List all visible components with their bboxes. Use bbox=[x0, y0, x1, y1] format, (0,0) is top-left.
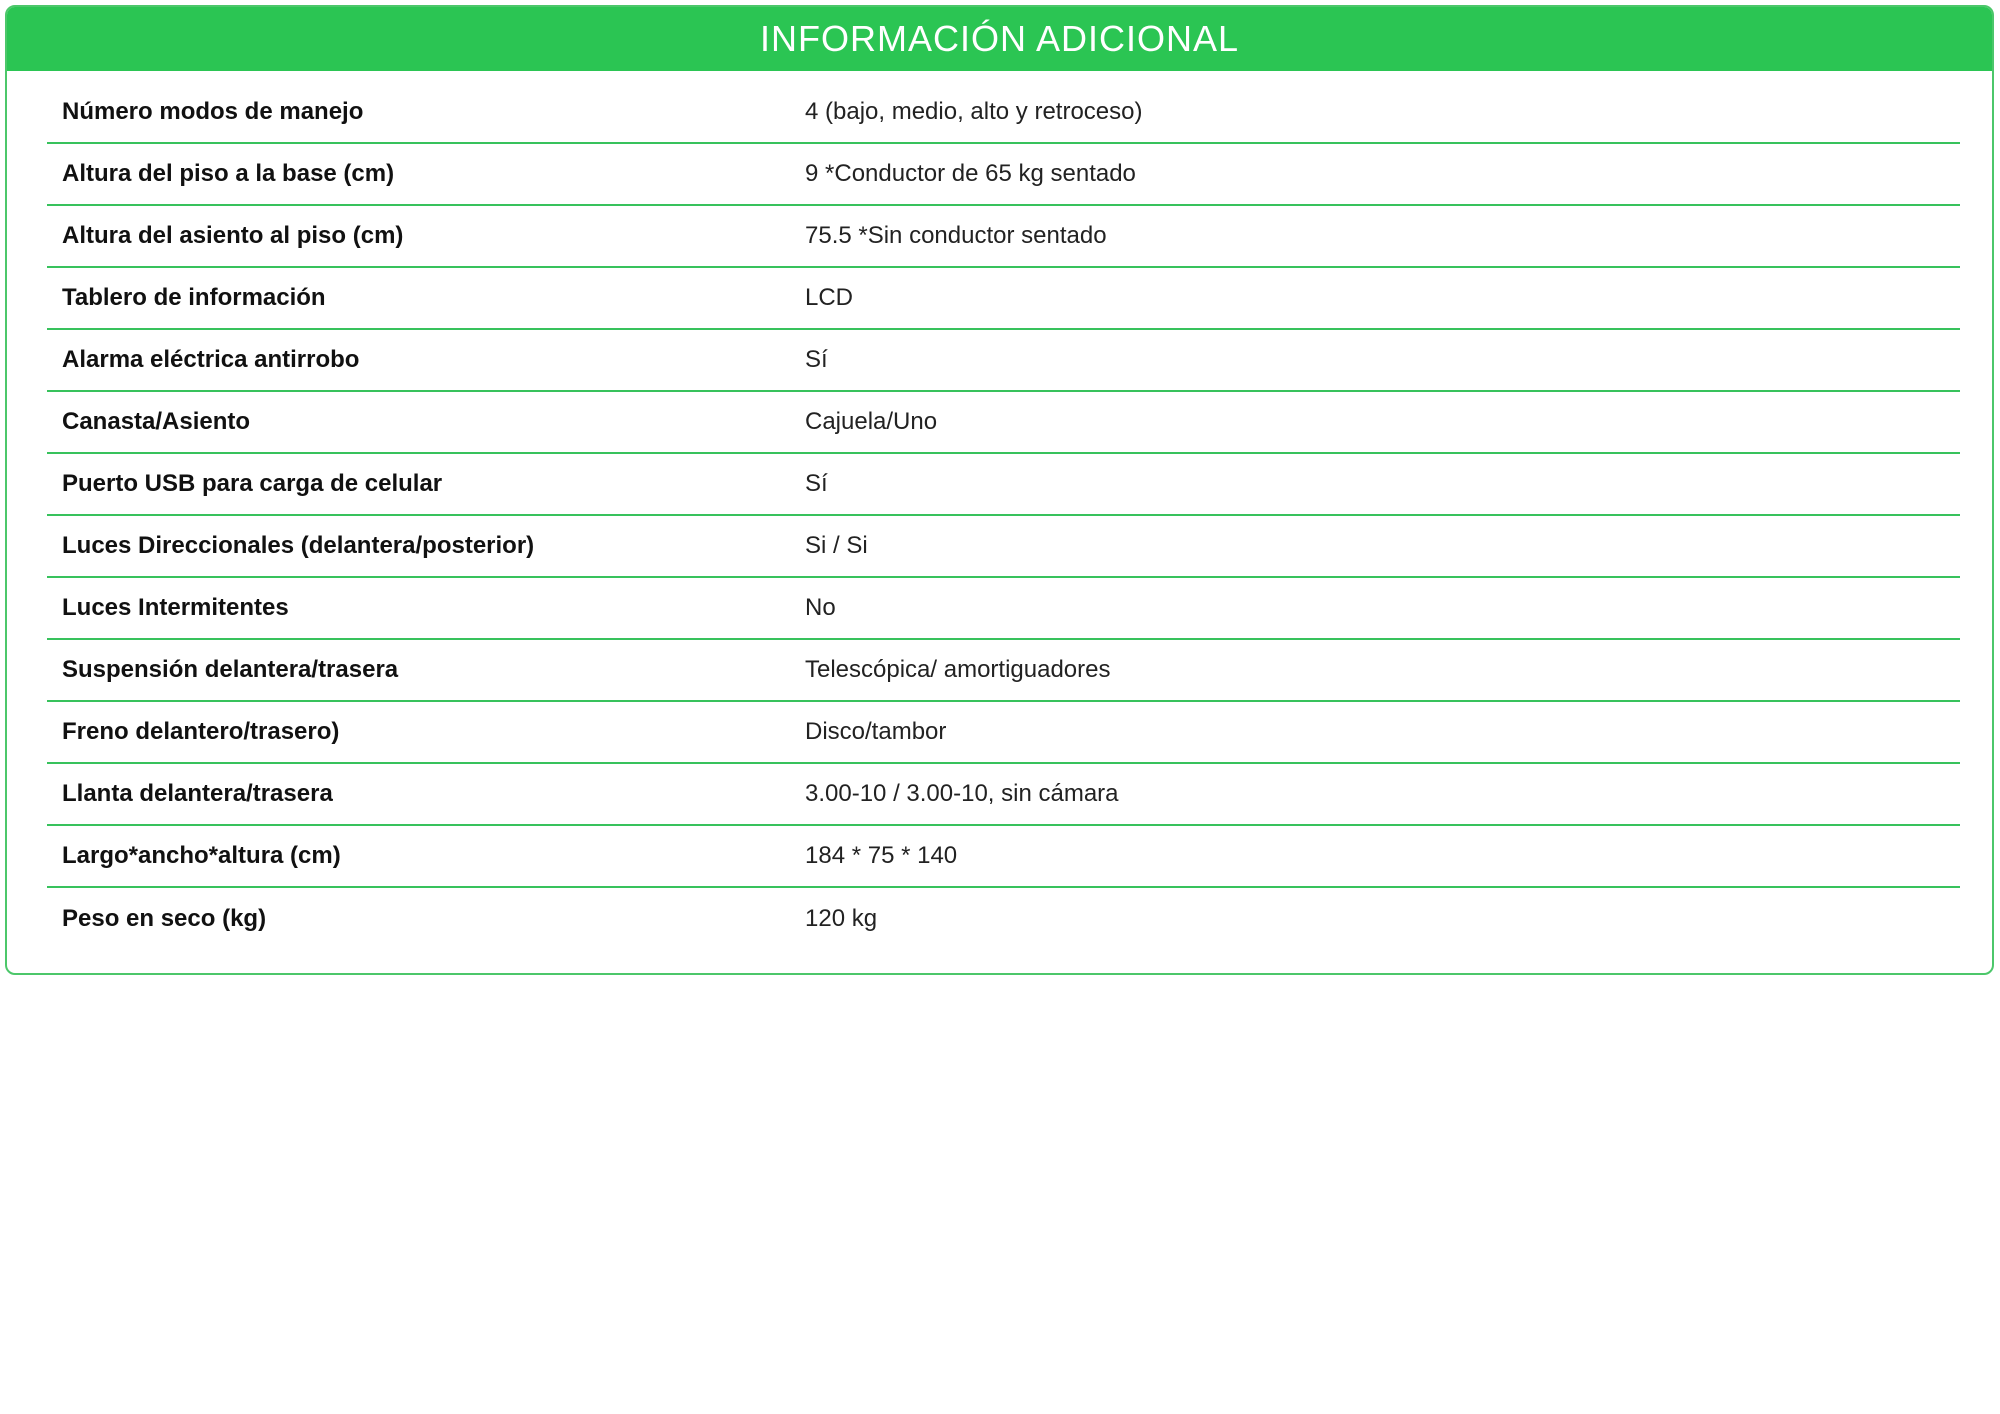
spec-row bbox=[47, 206, 1960, 268]
spec-value: 120 kg bbox=[805, 905, 878, 932]
spec-value: 3.00-10 / 3.00-10, sin cámara bbox=[805, 780, 1119, 807]
spec-title: INFORMACIÓN ADICIONAL bbox=[759, 18, 1240, 59]
spec-row bbox=[47, 516, 1960, 578]
spec-row bbox=[47, 330, 1960, 392]
spec-row bbox=[47, 268, 1960, 330]
spec-value: Disco/tambor bbox=[805, 718, 947, 745]
spec-header bbox=[7, 7, 1992, 71]
spec-row bbox=[47, 640, 1960, 702]
spec-label: Suspensión delantera/trasera bbox=[62, 656, 399, 683]
spec-label: Largo*ancho*altura (cm) bbox=[62, 842, 341, 869]
spec-row bbox=[47, 888, 1960, 950]
spec-label: Altura del piso a la base (cm) bbox=[62, 160, 395, 187]
spec-value: 75.5 *Sin conductor sentado bbox=[805, 222, 1107, 249]
spec-label: Llanta delantera/trasera bbox=[62, 780, 333, 807]
spec-label: Luces Direccionales (delantera/posterior) bbox=[62, 532, 535, 559]
spec-label: Puerto USB para carga de celular bbox=[62, 470, 443, 497]
spec-row bbox=[47, 702, 1960, 764]
spec-label: Número modos de manejo bbox=[62, 98, 364, 125]
spec-label: Freno delantero/trasero) bbox=[62, 718, 340, 745]
spec-label: Altura del asiento al piso (cm) bbox=[62, 222, 404, 249]
spec-table bbox=[47, 82, 1960, 950]
spec-row bbox=[47, 392, 1960, 454]
spec-row bbox=[47, 578, 1960, 640]
spec-label: Luces Intermitentes bbox=[62, 594, 289, 621]
spec-value: Cajuela/Uno bbox=[805, 408, 938, 435]
spec-row bbox=[47, 454, 1960, 516]
spec-value: Sí bbox=[805, 470, 828, 497]
spec-row bbox=[47, 82, 1960, 144]
spec-row bbox=[47, 764, 1960, 826]
spec-value: 9 *Conductor de 65 kg sentado bbox=[805, 160, 1136, 187]
spec-row bbox=[47, 144, 1960, 206]
spec-label: Peso en seco (kg) bbox=[62, 905, 267, 932]
spec-value: Sí bbox=[805, 346, 828, 373]
spec-label: Tablero de información bbox=[62, 284, 326, 311]
spec-value: No bbox=[805, 594, 836, 621]
spec-value: 4 (bajo, medio, alto y retroceso) bbox=[805, 98, 1143, 125]
spec-value: Telescópica/ amortiguadores bbox=[805, 656, 1111, 683]
spec-value: 184 * 75 * 140 bbox=[805, 842, 958, 869]
spec-label: Alarma eléctrica antirrobo bbox=[62, 346, 360, 373]
spec-row bbox=[47, 826, 1960, 888]
spec-label: Canasta/Asiento bbox=[62, 408, 251, 435]
spec-value: Si / Si bbox=[805, 532, 868, 559]
spec-value: LCD bbox=[805, 284, 854, 311]
spec-card bbox=[5, 5, 1994, 975]
